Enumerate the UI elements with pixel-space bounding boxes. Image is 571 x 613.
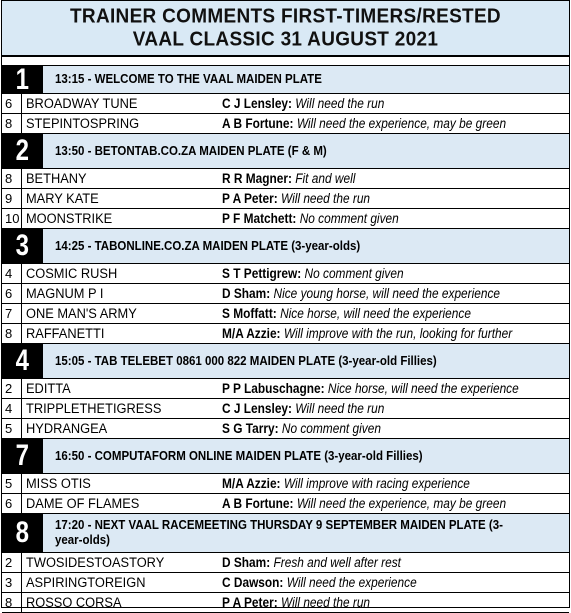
horse-cell (22, 324, 222, 343)
runner-row (2, 209, 569, 229)
runner-number: 5 (2, 419, 22, 438)
runner-number: 4 (2, 399, 22, 418)
runner-row (2, 494, 569, 514)
horse-cell (22, 264, 222, 283)
race-title-text: 17:20 - NEXT VAAL RACEMEETING THURSDAY 9 SEPTEMBER MAIDEN PLATE (3-year-olds) (55, 518, 503, 547)
runner-row (2, 169, 569, 189)
race-title (43, 229, 569, 263)
comment-cell (222, 324, 569, 343)
comment-cell (222, 304, 569, 323)
comment-cell (222, 494, 569, 513)
comment-line (222, 284, 500, 303)
trainer-comment: Nice horse, will need the experience (327, 381, 519, 396)
trainer-name: P A Peter: (222, 595, 278, 610)
trainer-comment: Fit and well (295, 171, 356, 186)
race-number: 8 (15, 516, 30, 549)
horse-name: HYDRANGEA (26, 421, 108, 436)
comment-line (222, 114, 506, 133)
runner-row (2, 284, 569, 304)
trainer-name: C J Lensley: (222, 96, 292, 111)
race-number-badge (2, 134, 43, 168)
horse-name: DAME OF FLAMES (26, 496, 140, 511)
comment-cell (222, 474, 569, 493)
trainer-name: M/A Azzie: (222, 326, 281, 341)
comment-cell (222, 419, 569, 438)
race-title-text: 14:25 - TABONLINE.CO.ZA MAIDEN PLATE (3-year-olds) (55, 238, 361, 253)
runner-row (2, 399, 569, 419)
race-title (43, 134, 569, 168)
horse-cell (22, 494, 222, 513)
runner-number: 10 (2, 209, 22, 228)
race-header (2, 514, 569, 553)
trainer-comments-sheet (1, 0, 570, 608)
runner-row (2, 304, 569, 324)
runner-number: 9 (2, 189, 22, 208)
runner-number: 8 (2, 593, 22, 612)
comment-cell (222, 94, 569, 113)
runner-number: 2 (2, 379, 22, 398)
race-title (43, 439, 569, 473)
race-header (2, 229, 569, 264)
runner-row (2, 474, 569, 494)
comment-line (222, 94, 384, 113)
comment-cell (222, 264, 569, 283)
comment-line (222, 304, 471, 323)
race-number-badge (2, 229, 43, 263)
trainer-name: P F Matchett: (222, 211, 297, 226)
trainer-comment: Will need the run (281, 191, 371, 206)
runner-number: 5 (2, 474, 22, 493)
trainer-name: S T Pettigrew: (222, 266, 302, 281)
race-title-text: 16:50 - COMPUTAFORM ONLINE MAIDEN PLATE (3-year-old Fillies) (55, 448, 423, 463)
trainer-name: C J Lensley: (222, 401, 292, 416)
race-header (2, 344, 569, 379)
comment-cell (222, 114, 569, 133)
trainer-name: C Dawson: (222, 575, 284, 590)
runner-row (2, 573, 569, 593)
comment-line (222, 593, 370, 612)
horse-name: ASPIRINGTOREIGN (26, 575, 146, 590)
trainer-comment: Will improve with racing experience (283, 476, 470, 491)
trainer-name: P P Labuschagne: (222, 381, 325, 396)
trainer-name: P A Peter: (222, 191, 278, 206)
comment-cell (222, 573, 569, 592)
runner-number: 2 (2, 553, 22, 572)
race-number-badge (2, 439, 43, 473)
header-banner (2, 1, 569, 57)
trainer-comment: Fresh and well after rest (273, 555, 401, 570)
horse-name: ONE MAN'S ARMY (26, 306, 137, 321)
horse-name: STEPINTOSPRING (26, 116, 140, 131)
trainer-comment: Will improve with the run, looking for further (283, 326, 513, 341)
comment-cell (222, 284, 569, 303)
runner-number: 8 (2, 324, 22, 343)
runner-row (2, 419, 569, 439)
race-header (2, 439, 569, 474)
trainer-comment: Will need the experience, may be green (296, 496, 507, 511)
header-spacer (2, 57, 569, 66)
trainer-name: A B Fortune: (222, 116, 294, 131)
runner-number: 8 (2, 169, 22, 188)
race-title (43, 66, 569, 93)
horse-name: EDITTA (26, 381, 71, 396)
horse-cell (22, 304, 222, 323)
runner-row (2, 189, 569, 209)
horse-cell (22, 573, 222, 592)
comment-cell (222, 209, 569, 228)
horse-cell (22, 553, 222, 572)
horse-cell (22, 209, 222, 228)
comment-cell (222, 379, 569, 398)
comment-cell (222, 399, 569, 418)
comment-cell (222, 553, 569, 572)
horse-name: ROSSO CORSA (26, 595, 122, 610)
trainer-name: A B Fortune: (222, 496, 294, 511)
trainer-comment: Will need the run (295, 96, 385, 111)
horse-name: BETHANY (26, 171, 87, 186)
runner-row (2, 114, 569, 134)
trainer-comment: Will need the run (281, 595, 371, 610)
horse-name: TRIPPLETHETIGRESS (26, 401, 162, 416)
trainer-comment: No comment given (281, 421, 381, 436)
header-title-line1: TRAINER COMMENTS FIRST-TIMERS/RESTED (70, 5, 501, 28)
comment-line (222, 474, 470, 493)
runner-row (2, 553, 569, 573)
comment-line (222, 379, 519, 398)
horse-cell (22, 169, 222, 188)
race-number-badge (2, 514, 43, 552)
trainer-name: M/A Azzie: (222, 476, 281, 491)
runner-number: 7 (2, 304, 22, 323)
comment-line (222, 264, 404, 283)
race-number: 7 (15, 439, 30, 472)
horse-name: MOONSTRIKE (26, 211, 113, 226)
trainer-name: S G Tarry: (222, 421, 279, 436)
runner-row (2, 324, 569, 344)
race-header (2, 62, 569, 96)
race-number: 3 (15, 229, 30, 262)
runner-number: 3 (2, 573, 22, 592)
horse-cell (22, 474, 222, 493)
races-list (2, 62, 569, 613)
horse-cell (22, 419, 222, 438)
horse-name: COSMIC RUSH (26, 266, 118, 281)
runner-row (2, 264, 569, 284)
comment-cell (222, 593, 569, 612)
runner-row (2, 94, 569, 114)
runner-number: 8 (2, 114, 22, 133)
header-title-line2: VAAL CLASSIC 31 AUGUST 2021 (132, 28, 439, 51)
horse-cell (22, 114, 222, 133)
horse-cell (22, 284, 222, 303)
comment-line (222, 169, 355, 188)
trainer-comment: Will need the experience, may be green (296, 116, 507, 131)
runner-row (2, 379, 569, 399)
comment-line (222, 189, 370, 208)
comment-line (222, 324, 512, 343)
trainer-comment: No comment given (299, 211, 399, 226)
trainer-name: D Sham: (222, 286, 271, 301)
horse-cell (22, 593, 222, 612)
race-header (2, 134, 569, 169)
race-number-badge (2, 62, 43, 96)
comment-cell (222, 189, 569, 208)
trainer-comment: Will need the experience (286, 575, 417, 590)
race-title (43, 514, 569, 552)
trainer-comment: Nice young horse, will need the experience (273, 286, 501, 301)
comment-line (222, 209, 399, 228)
comment-line (222, 494, 506, 513)
runner-number: 4 (2, 264, 22, 283)
horse-name: MAGNUM P I (26, 286, 104, 301)
race-number-badge (2, 344, 43, 378)
comment-line (222, 399, 384, 418)
trainer-comment: No comment given (304, 266, 404, 281)
race-number: 4 (15, 344, 30, 377)
trainer-name: S Moffatt: (222, 306, 277, 321)
race-title-text: 13:15 - WELCOME TO THE VAAL MAIDEN PLATE (55, 72, 322, 86)
trainer-name: D Sham: (222, 555, 271, 570)
comment-line (222, 573, 417, 592)
horse-name: MARY KATE (26, 191, 99, 206)
comment-line (222, 419, 381, 438)
runner-row (2, 593, 569, 613)
trainer-name: R R Magner: (222, 171, 292, 186)
horse-name: MISS OTIS (26, 476, 91, 491)
runner-number: 6 (2, 494, 22, 513)
trainer-comment: Will need the run (295, 401, 385, 416)
race-title (43, 344, 569, 378)
horse-cell (22, 399, 222, 418)
race-title-text: 15:05 - TAB TELEBET 0861 000 822 MAIDEN PLATE (3-year-old Fillies) (55, 353, 437, 368)
horse-cell (22, 379, 222, 398)
horse-cell (22, 94, 222, 113)
comment-line (222, 553, 401, 572)
horse-name: TWOSIDESTOASTORY (26, 555, 165, 570)
runner-number: 6 (2, 284, 22, 303)
race-number: 2 (15, 134, 30, 167)
comment-cell (222, 169, 569, 188)
horse-cell (22, 189, 222, 208)
race-title-text: 13:50 - BETONTAB.CO.ZA MAIDEN PLATE (F & M) (55, 143, 327, 158)
horse-name: BROADWAY TUNE (26, 96, 138, 111)
horse-name: RAFFANETTI (26, 326, 105, 341)
race-number: 1 (15, 62, 30, 96)
trainer-comment: Nice horse, will need the experience (280, 306, 471, 321)
runner-number: 6 (2, 94, 22, 113)
